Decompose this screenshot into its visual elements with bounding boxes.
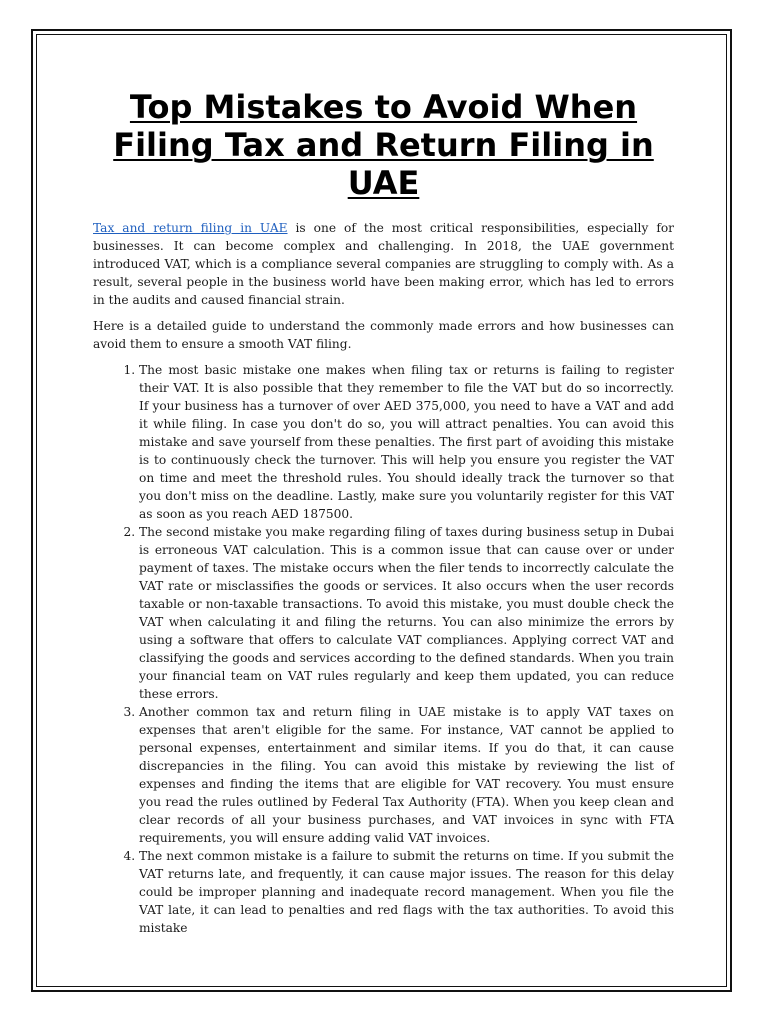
list-item: 3. Another common tax and return filing in UAE mistake is to apply VAT taxes on expenses that aren't eligible for the same. For instance, VAT cannot be applied to personal expenses, entertainment and similar items. If you do that, it can cause discrepancies in the filing. You can avoid this mistake by reviewing the list of expenses and finding the items that are eligible for VAT recovery. You must ensure you read the rules outlined by Federal Tax Authority (FTA). When you keep clean and clear records of all your business purchases, and VAT invoices in sync with FTA requirements, you will ensure adding valid VAT invoices. (139, 703, 674, 847)
list-item: 1. The most basic mistake one makes when filing tax or returns is failing to register their VAT. It is also possible that they remember to file the VAT but do so incorrectly. If your business has a turnover of over AED 375,000, you need to have a VAT and add it while filing. In case you don't do so, you will attract penalties. You can avoid this mistake and save yourself from these penalties. The first part of avoiding this mistake is to continuously check the turnover. This will help you ensure you register the VAT on time and meet the threshold rules. You should ideally track the turnover so that you don't miss on the deadline. Lastly, make sure you voluntarily register for this VAT as soon as you reach AED 187500. (139, 361, 674, 523)
guide-paragraph: Here is a detailed guide to understand the commonly made errors and how businesses can avoid them to ensure a smooth VAT filing. (93, 319, 674, 351)
intro-text: is one of the most critical responsibilities, especially for businesses. It can become complex and challenging. In 2018, the UAE government introduced VAT, which is a compliance several companies are struggling to comply with. As a result, several people in the business world have been making error, which has led to errors in the audits and caused financial strain. (93, 221, 674, 307)
document-title: Top Mistakes to Avoid When Filing Tax and Return Filing in UAE (113, 88, 654, 202)
tax-return-filing-link[interactable]: Tax and return filing in UAE (93, 221, 288, 235)
mistakes-list (93, 361, 674, 937)
intro-paragraph (93, 219, 674, 309)
list-item: 4. The next common mistake is a failure to submit the returns on time. If you submit the VAT returns late, and frequently, it can cause major issues. The reason for this delay could be improper planning and inadequate record management. When you file the VAT late, it can lead to penalties and red flags with the tax authorities. To avoid this mistake (139, 847, 674, 937)
list-item: 2. The second mistake you make regarding filing of taxes during business setup in Dubai is erroneous VAT calculation. This is a common issue that can cause over or under payment of taxes. The mistake occurs when the filer tends to incorrectly calculate the VAT rate or misclassifies the goods or services. It also occurs when the user records taxable or non-taxable transactions. To avoid this mistake, you must double check the VAT when calculating it and filing the returns. You can also minimize the errors by using a software that offers to calculate VAT compliances. Applying correct VAT and classifying the goods and services according to the defined standards. When you train your financial team on VAT rules regularly and keep them updated, you can reduce these errors. (139, 523, 674, 703)
document-body (93, 88, 674, 937)
